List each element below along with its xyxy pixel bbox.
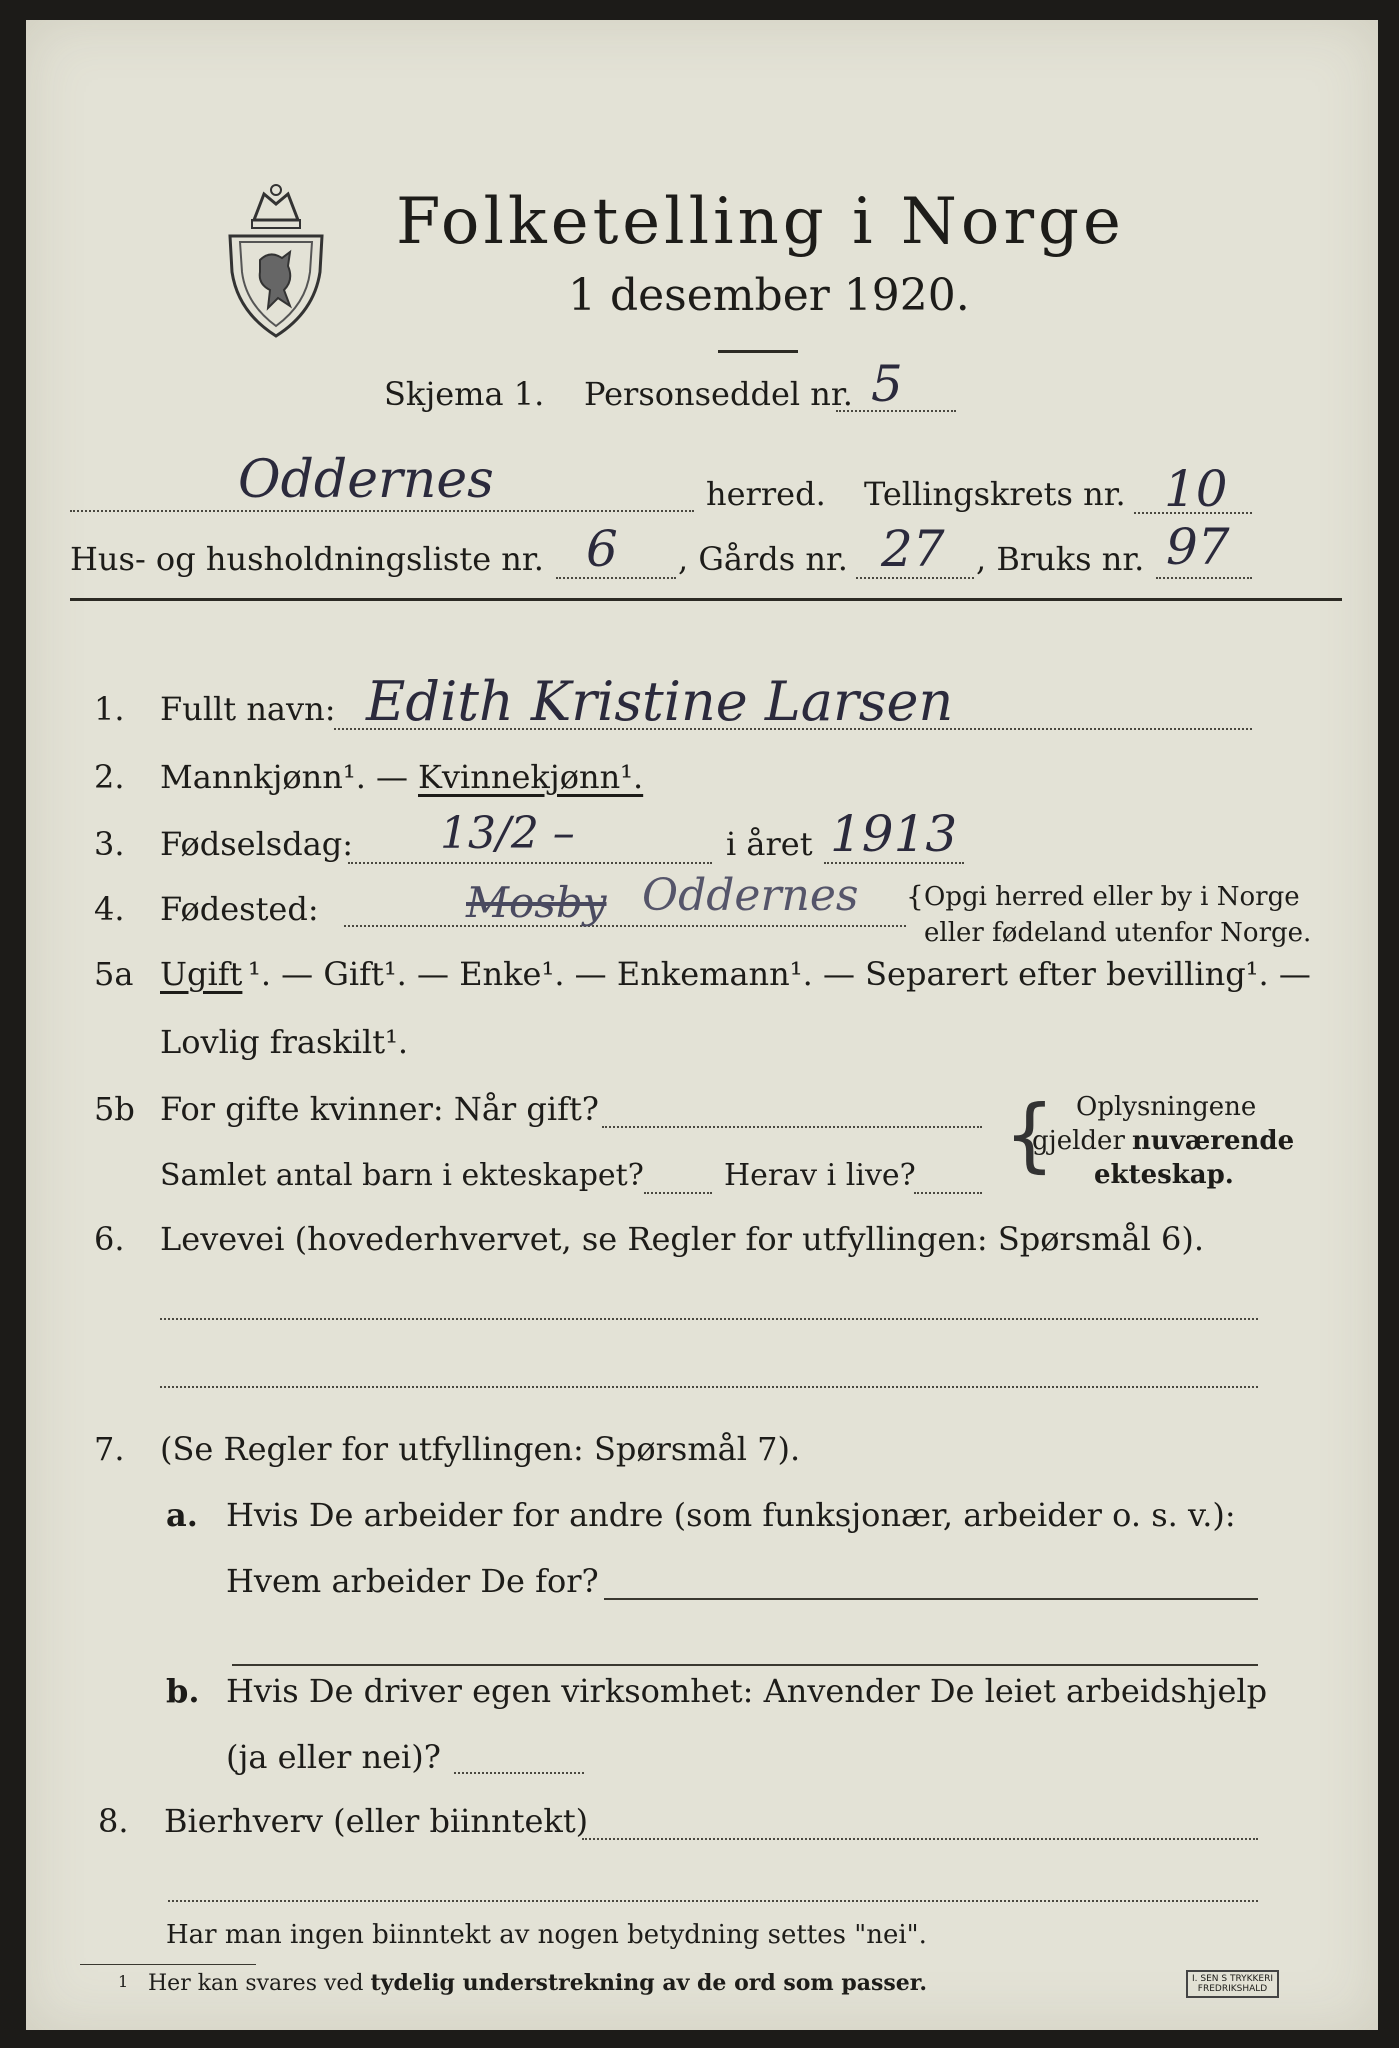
q7b-answer-line[interactable] [454,1772,584,1774]
q6-label: Levevei (hovederhvervet, se Regler for utfyllingen: Spørsmål 6). [160,1220,1205,1258]
herred-line [70,510,694,512]
herred-value[interactable]: Oddernes [238,450,494,510]
coat-of-arms-icon [224,180,328,340]
q3-line [348,862,712,864]
bruks-value[interactable]: 97 [1166,518,1230,576]
census-form-sheet [26,20,1378,2030]
printer-stamp-line2: FREDRIKSHALD [1197,1984,1268,1994]
q6-answer-line2[interactable] [160,1386,1258,1388]
footnote-text-regular: Her kan svares ved [148,1971,371,1996]
brace-icon: { [906,880,924,913]
q5b-note-line2-bold: nuværende [1132,1126,1295,1156]
birth-year-value[interactable]: 1913 [830,805,958,863]
birthplace-value[interactable]: Oddernes [642,870,859,921]
q7a-line1: Hvis De arbeider for andre (som funksjonær, arbeider o. s. v.): [226,1496,1236,1534]
q7b-line2: (ja eller nei)? [226,1738,441,1776]
footnote-mark: 1 [118,1972,129,1991]
census-date: 1 desember 1920. [568,270,970,321]
q5b-note-line3: ekteskap. [1094,1160,1234,1190]
q7a-line2: Hvem arbeider De for? [226,1562,599,1600]
q5a-option-fraskilt[interactable]: Lovlig fraskilt¹. [160,1023,409,1061]
q4-line [344,925,906,927]
q5b-note-line2: gjelder [1032,1126,1125,1156]
header-divider [70,598,1342,601]
full-name-value[interactable]: Edith Kristine Larsen [366,670,954,733]
q8-answer-line1[interactable] [582,1838,1258,1840]
gards-value[interactable]: 27 [881,520,945,578]
form-title: Folketelling i Norge [396,185,1125,259]
q7b-line1: Hvis De driver egen virksomhet: Anvender De leiet arbeidshjelp [226,1672,1268,1710]
printer-stamp-line1: I. SEN S TRYKKERI [1192,1974,1274,1984]
q2-option-kvinnekjonn[interactable]: Kvinnekjønn¹. [418,758,644,796]
gards-label: , Gårds nr. [678,540,848,578]
q8-number: 8. [98,1802,129,1840]
q1-number: 1. [94,690,125,728]
skjema-label: Skjema 1. [384,375,545,413]
q4-label: Fødested: [160,890,319,928]
q8-label: Bierhverv (eller biinntekt) [164,1802,589,1840]
q2-number: 2. [94,758,125,796]
birthday-value[interactable]: 13/2 – [440,808,575,859]
note-nei: Har man ingen biinntekt av nogen betydning settes "nei". [166,1920,927,1950]
brace-icon: { [1004,1088,1055,1181]
q5a-other-options[interactable]: ¹. — Gift¹. — Enke¹. — Enkemann¹. — Separert efter bevilling¹. — [248,955,1311,993]
q5b-children-line [644,1192,712,1194]
footnote-text [148,1970,927,1996]
q5b-when-married-line [602,1126,982,1128]
q1-label: Fullt navn: [160,690,336,728]
q6-number: 6. [94,1220,125,1258]
q7-label: (Se Regler for utfyllingen: Spørsmål 7). [160,1430,801,1468]
bruks-label: , Bruks nr. [976,540,1145,578]
tellingskrets-label: Tellingskrets nr. [864,475,1126,513]
herred-label: herred. [706,475,826,513]
personseddel-value[interactable]: 5 [871,355,903,413]
q7a-answer-line1[interactable] [604,1598,1258,1600]
q7a-answer-line2[interactable] [232,1664,1258,1666]
q5b-label-alive: Herav i live? [724,1158,916,1193]
q3-number: 3. [94,825,125,863]
q3-label: Fødselsdag: [160,825,354,863]
q5a-option-ugift[interactable]: Ugift [160,955,243,993]
q8-answer-line2[interactable] [168,1900,1258,1902]
bruks-line [1156,577,1252,579]
tellingskrets-value[interactable]: 10 [1164,460,1228,518]
birthplace-note-line1: Opgi herred eller by i Norge [924,882,1300,912]
q7b-number: b. [166,1672,200,1710]
q5b-note-line1: Oplysningene [1076,1092,1257,1122]
q5b-alive-line [914,1192,982,1194]
birthplace-struck-value: Mosby [466,878,607,927]
q5b-label-children: Samlet antal barn i ekteskapet? [160,1158,644,1193]
title-divider [718,350,798,353]
birthplace-note-line2: eller fødeland utenfor Norge. [924,918,1312,948]
q5a-number: 5a [94,955,134,993]
q4-number: 4. [94,890,125,928]
q7a-number: a. [166,1496,198,1534]
q6-answer-line1[interactable] [160,1318,1258,1320]
husholdningsliste-label: Hus- og husholdningsliste nr. [70,540,544,578]
footnote-divider [80,1964,256,1965]
printer-stamp [1186,1970,1279,1998]
q5b-number: 5b [94,1090,135,1128]
q5b-label-when-married: For gifte kvinner: Når gift? [160,1090,599,1128]
q2-option-mannkjonn[interactable]: Mannkjønn¹. — [160,758,409,796]
q7-number: 7. [94,1430,125,1468]
year-label: i året [726,825,813,863]
personseddel-label: Personseddel nr. [584,375,853,413]
footnote-text-bold: tydelig understrekning av de ord som passer. [370,1970,928,1996]
husholdningsliste-value[interactable]: 6 [586,520,618,578]
